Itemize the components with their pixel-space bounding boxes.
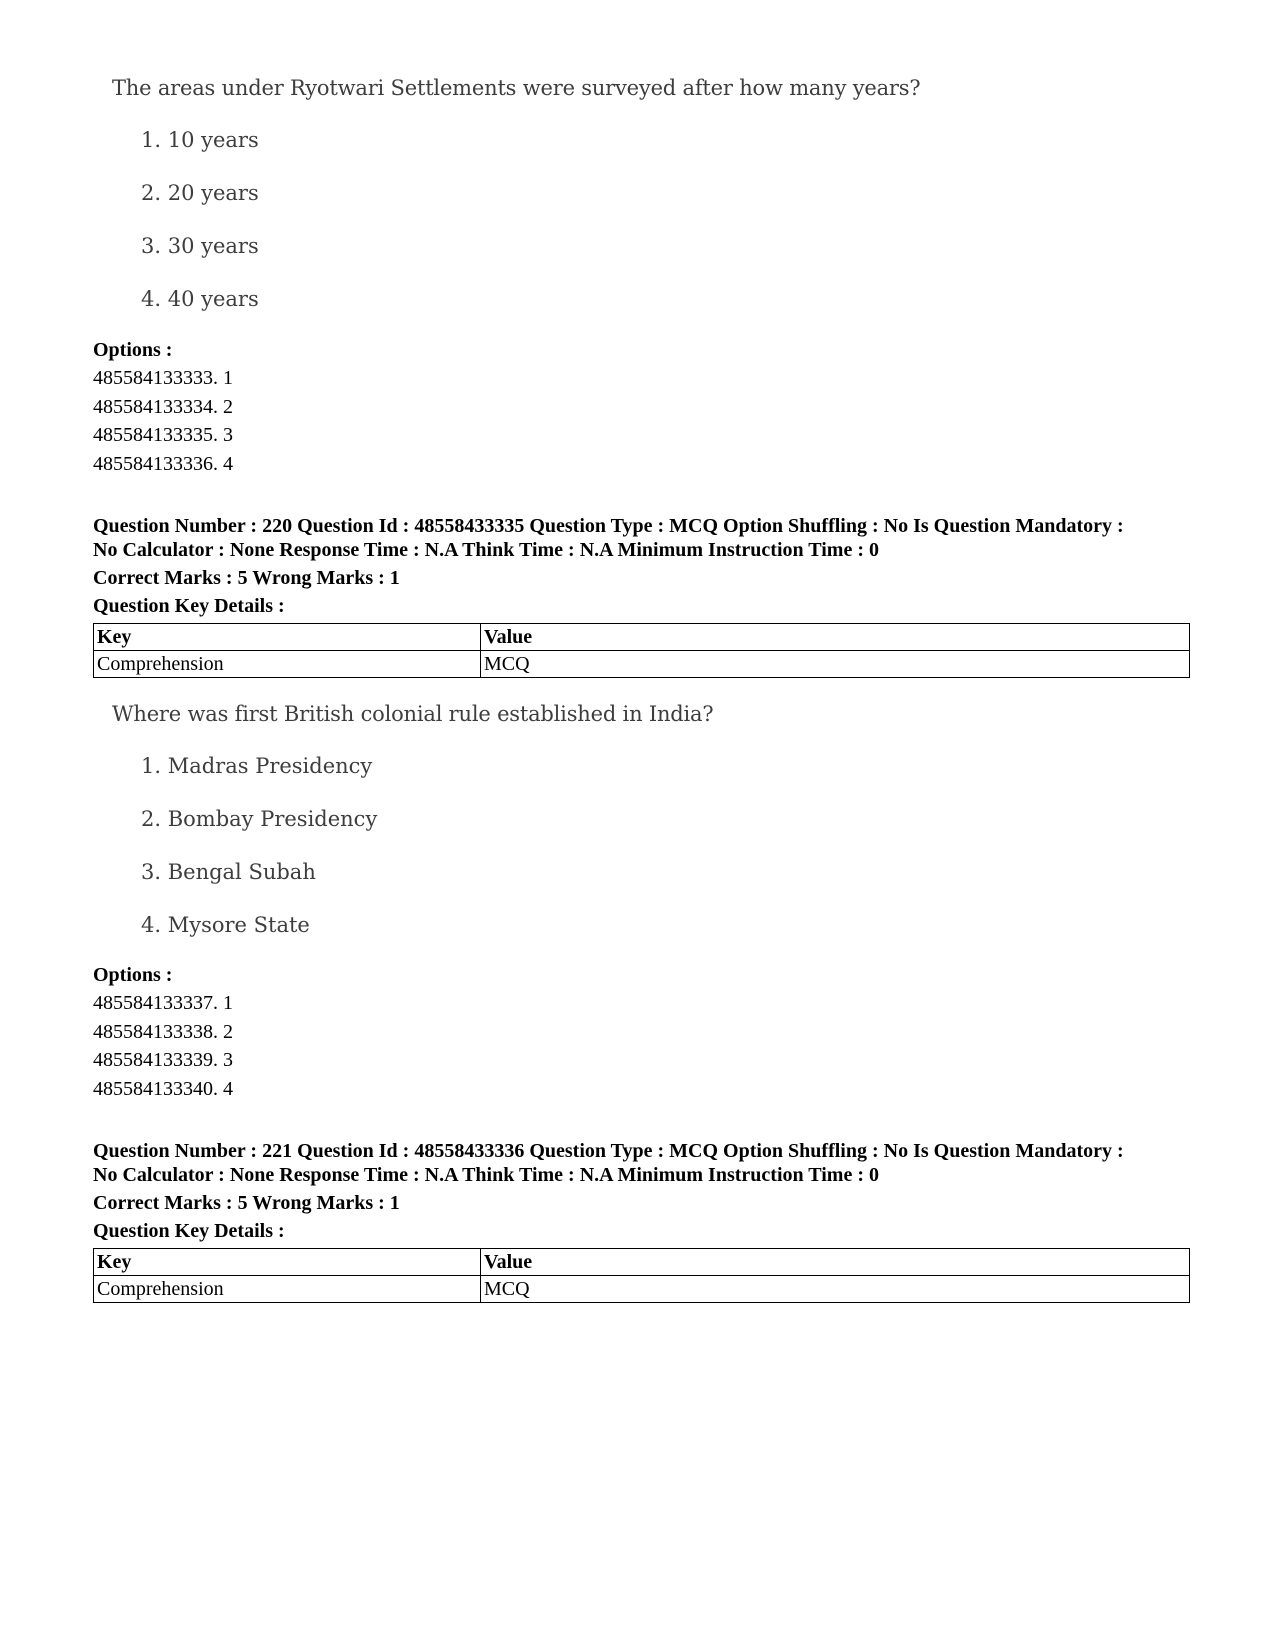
table-cell-key: Comprehension	[94, 651, 481, 678]
question-meta	[93, 1139, 1188, 1245]
key-value-table	[93, 623, 1190, 678]
question-meta	[93, 514, 1188, 620]
options-block	[93, 962, 1188, 1103]
answer-choice: 2. Bombay Presidency	[141, 807, 378, 831]
options-block	[93, 337, 1188, 478]
question-meta-line: No Calculator : None Response Time : N.A Think Time : N.A Minimum Instruction Time : 0	[93, 539, 879, 561]
key-details-label: Question Key Details :	[93, 595, 285, 617]
table-header-value: Value	[481, 624, 1190, 651]
answer-choice: 3. 30 years	[141, 234, 259, 258]
table-cell-value: MCQ	[481, 1276, 1190, 1303]
marks-line: Correct Marks : 5 Wrong Marks : 1	[93, 567, 400, 589]
table-header-row	[94, 1249, 1190, 1276]
answer-choice: 1. 10 years	[141, 128, 259, 152]
question-meta-line: No Calculator : None Response Time : N.A Think Time : N.A Minimum Instruction Time : 0	[93, 1164, 879, 1186]
question-meta-line: Question Number : 220 Question Id : 48558433335 Question Type : MCQ Option Shuffling : No Is Question Mandatory :	[93, 515, 1124, 537]
table-row	[94, 1276, 1190, 1303]
table-row	[94, 651, 1190, 678]
option-line: 485584133333. 1	[93, 367, 233, 389]
option-line: 485584133339. 3	[93, 1049, 233, 1071]
options-label: Options :	[93, 339, 173, 361]
option-line: 485584133340. 4	[93, 1077, 233, 1100]
option-line: 485584133338. 2	[93, 1020, 233, 1043]
table-cell-key: Comprehension	[94, 1276, 481, 1303]
table-header-value: Value	[481, 1249, 1190, 1276]
option-line: 485584133335. 3	[93, 424, 233, 446]
question-stem: Where was first British colonial rule established in India?	[112, 702, 714, 726]
option-line: 485584133334. 2	[93, 395, 233, 418]
question-meta-line: Question Number : 221 Question Id : 48558433336 Question Type : MCQ Option Shuffling : No Is Question Mandatory :	[93, 1140, 1124, 1162]
answer-choice: 1. Madras Presidency	[141, 754, 373, 778]
table-header-row	[94, 624, 1190, 651]
option-line: 485584133336. 4	[93, 452, 233, 475]
answer-choice: 2. 20 years	[141, 181, 259, 205]
key-value-table	[93, 1248, 1190, 1303]
answer-choice: 4. Mysore State	[141, 913, 310, 937]
marks-line: Correct Marks : 5 Wrong Marks : 1	[93, 1192, 400, 1214]
table-header-key: Key	[94, 1249, 481, 1276]
option-line: 485584133337. 1	[93, 992, 233, 1014]
options-label: Options :	[93, 964, 173, 986]
table-header-key: Key	[94, 624, 481, 651]
question-stem: The areas under Ryotwari Settlements were surveyed after how many years?	[112, 76, 921, 100]
answer-choice: 3. Bengal Subah	[141, 860, 316, 884]
key-details-label: Question Key Details :	[93, 1220, 285, 1242]
answer-choice: 4. 40 years	[141, 287, 259, 311]
table-cell-value: MCQ	[481, 651, 1190, 678]
